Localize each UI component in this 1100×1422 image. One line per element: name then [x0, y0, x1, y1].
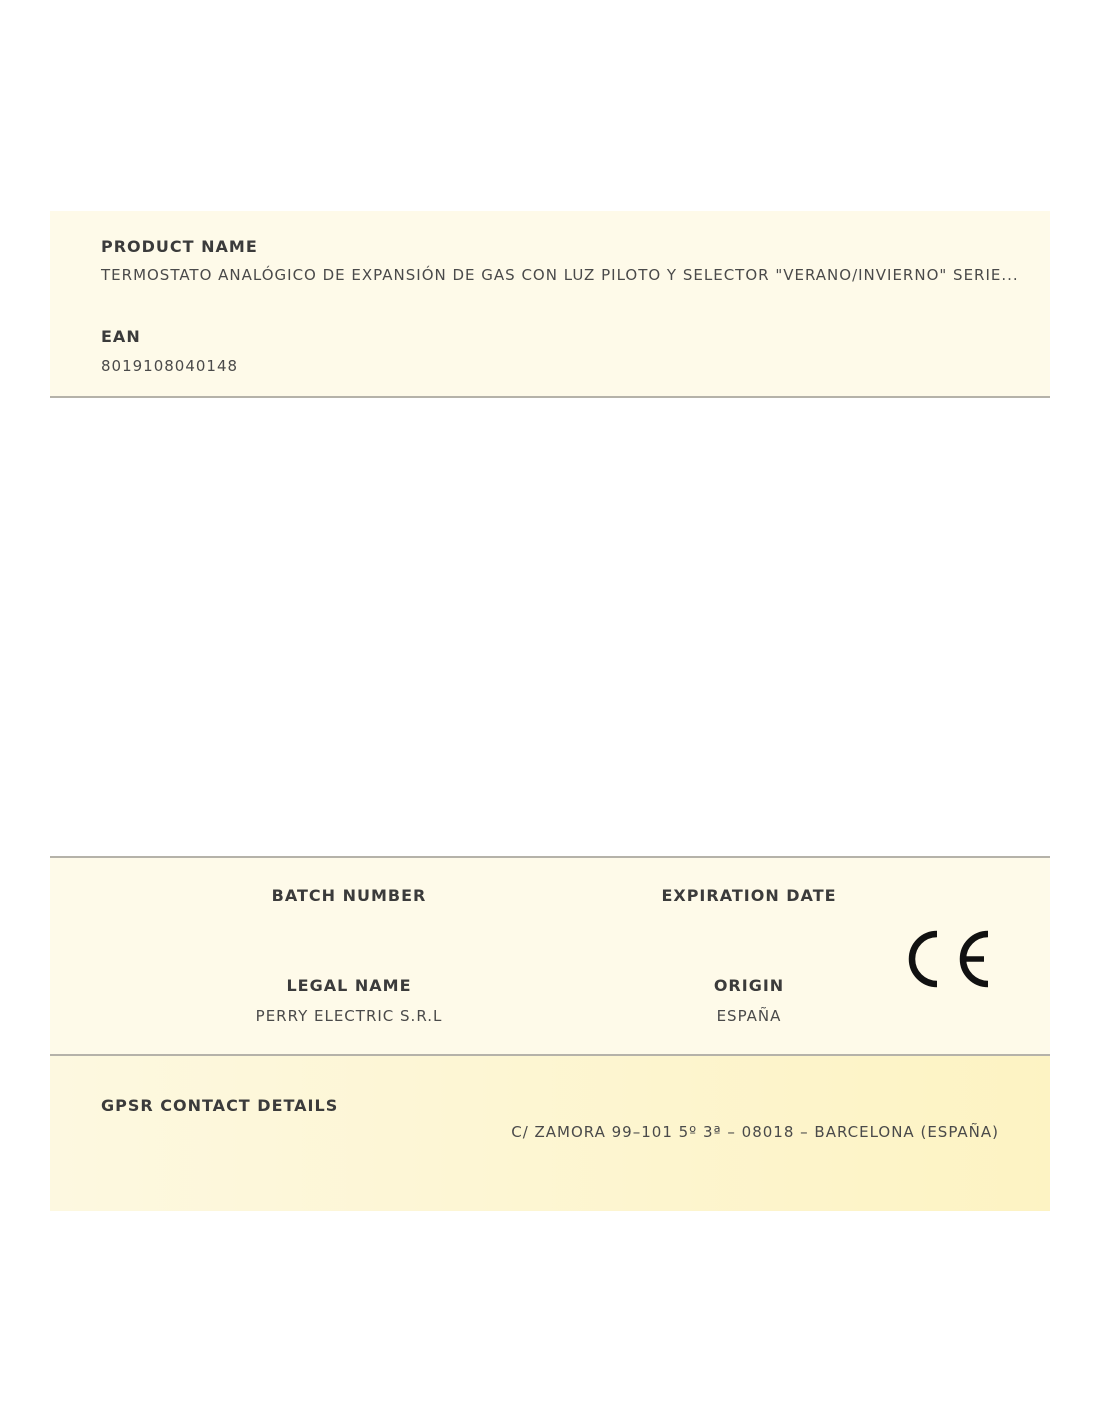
gpsr-contact-label: GPSR CONTACT DETAILS — [101, 1096, 339, 1115]
expiration-date-label: EXPIRATION DATE — [661, 886, 837, 905]
expiration-date-field — [599, 886, 899, 905]
batch-number-label: BATCH NUMBER — [271, 886, 427, 905]
product-name-label: PRODUCT NAME — [101, 237, 258, 256]
product-name-value: TERMOSTATO ANALÓGICO DE EXPANSIÓN DE GAS CON LUZ PILOTO Y SELECTOR "VERANO/INVIERNO" SERIE... — [101, 266, 1019, 284]
origin-label: ORIGIN — [713, 976, 785, 995]
ean-label: EAN — [101, 327, 141, 346]
gpsr-address: C/ ZAMORA 99–101 5º 3ª – 08018 – BARCELONA (ESPAÑA) — [511, 1123, 999, 1141]
product-details-panel — [50, 856, 1050, 1056]
origin-field — [599, 976, 899, 1025]
legal-name-field — [199, 976, 499, 1025]
origin-value: ESPAÑA — [716, 1007, 782, 1025]
product-info-panel — [50, 211, 1050, 398]
batch-number-field — [199, 886, 499, 905]
legal-name-label: LEGAL NAME — [286, 976, 412, 995]
legal-name-value: PERRY ELECTRIC S.R.L — [255, 1007, 443, 1025]
gpsr-contact-panel — [50, 1056, 1050, 1211]
ean-value: 8019108040148 — [101, 357, 239, 375]
ce-mark-icon — [908, 928, 992, 990]
